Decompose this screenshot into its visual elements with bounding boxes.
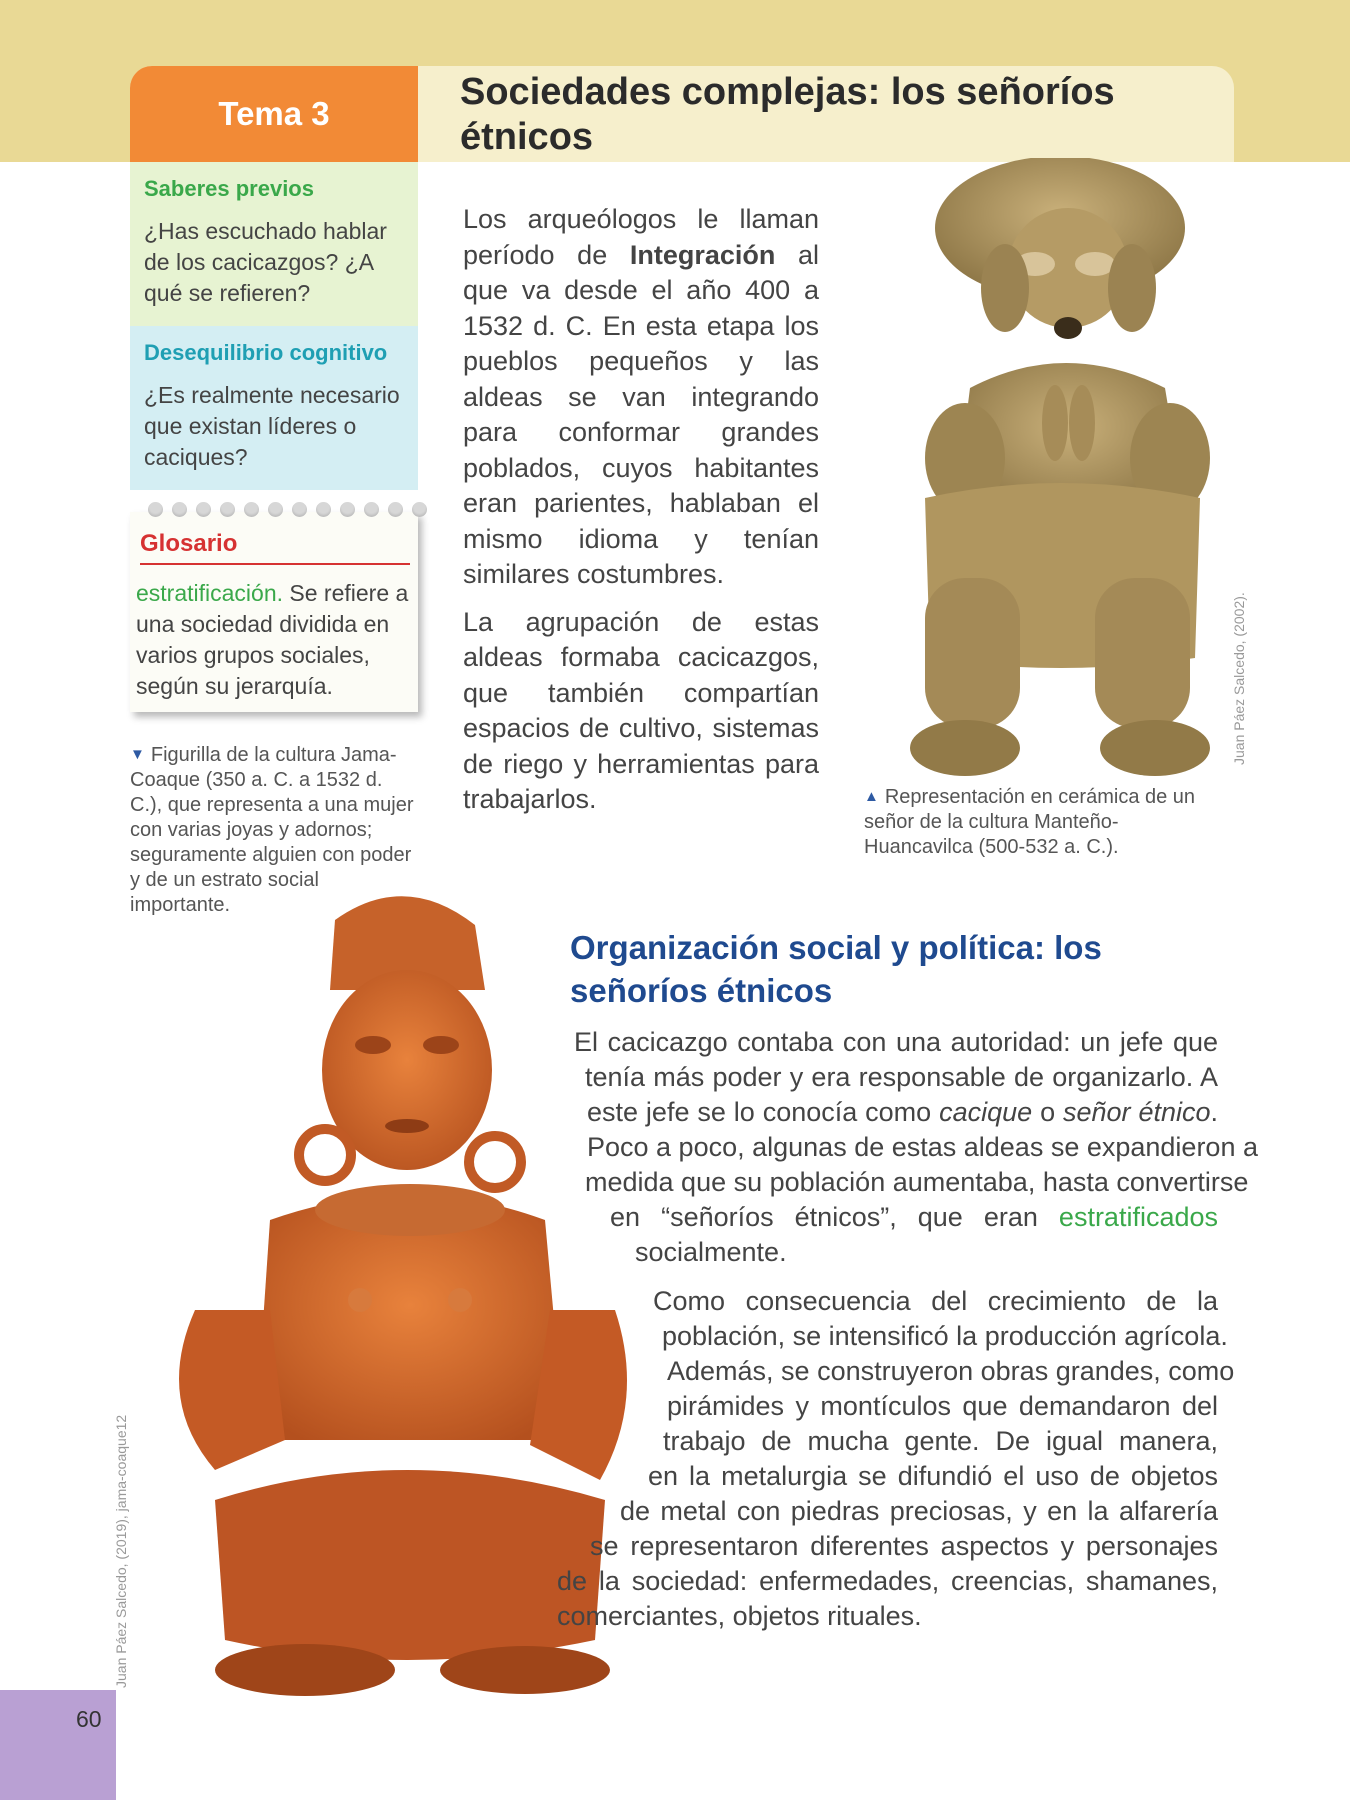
- jama-credit: Juan Páez Salcedo, (2019), jama-coaque12: [113, 1414, 129, 1688]
- glossary-box: [130, 512, 418, 712]
- intro-text: [463, 202, 819, 818]
- intro-paragraph-2: La agrupación de estas aldeas formaba cacicazgos, que también compartían espacios de cultivo, sistemas de riego y herramientas para trabajarlos.: [463, 606, 819, 814]
- jama-caption: ▼ Figurilla de la cultura Jama-Coaque (350 a. C. a 1532 d. C.), que representa a una mujer con varias joyas y adornos; seguramente alguien con poder y de un estrato social importante.: [130, 744, 414, 916]
- manteno-figure-image: [870, 158, 1230, 780]
- saberes-text: ¿Has escuchado hablar de los cacicazgos? ¿A qué se refieren?: [144, 218, 387, 306]
- saberes-heading: Saberes previos: [144, 176, 314, 201]
- intro-paragraph-1: Los arqueólogos le llaman período de Integración al que va desde el año 400 a 1532 d. C. En esta etapa los pueblos pequeños y las aldeas se van integrando para conformar grandes poblados, cuyos habitantes eran parientes, hablaban el mismo idioma y tenían similares costumbres.: [463, 204, 819, 589]
- tema-label: Tema 3: [130, 66, 418, 162]
- title-box: [130, 66, 1234, 162]
- desequilibrio-heading: Desequilibrio cognitivo: [144, 340, 388, 365]
- saberes-previos-box: [130, 162, 418, 326]
- triangle-up-icon: ▲: [864, 788, 879, 805]
- glossary-definition: estratificación. Se refiere a una sociedad dividida en varios grupos sociales, según su jerarquía.: [136, 580, 409, 699]
- triangle-down-icon: ▼: [130, 746, 145, 763]
- desequilibrio-text: ¿Es realmente necesario que existan líderes o caciques?: [144, 382, 400, 470]
- glossary-term: estratificación.: [136, 580, 284, 606]
- manteno-credit: Juan Páez Salcedo, (2002).: [1231, 592, 1247, 765]
- page-number: 60: [76, 1706, 102, 1732]
- desequilibrio-box: [130, 326, 418, 490]
- stratified-term: estratificados: [1058, 1202, 1218, 1232]
- binder-dots: [148, 502, 427, 517]
- manteno-caption: ▲ Representación en cerámica de un señor de la cultura Manteño-Huancavilca (500-532 a. C.).: [864, 786, 1196, 858]
- glossary-heading: Glosario: [140, 530, 410, 565]
- section-heading: Organización social y política: los señoríos étnicos: [570, 929, 1102, 1009]
- page-title: Sociedades complejas: los señoríos étnicos: [460, 71, 1115, 158]
